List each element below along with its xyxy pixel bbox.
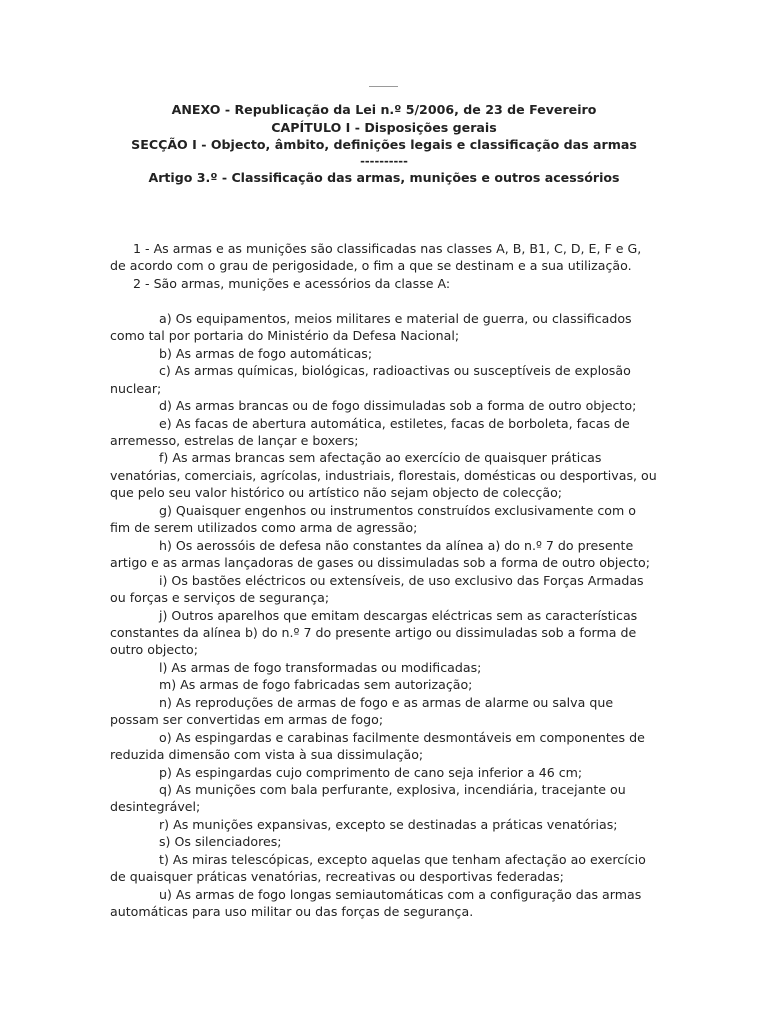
list-item-p: p) As espingardas cujo comprimento de cano seja inferior a 46 cm; (159, 764, 583, 780)
list-item-b: b) As armas de fogo automáticas; (159, 345, 373, 361)
document-body (110, 240, 658, 921)
article-title: Artigo 3.º - Classificação das armas, munições e outros acessórios (148, 169, 620, 185)
list-item-r: r) As munições expansivas, excepto se destinadas a práticas venatórias; (159, 816, 618, 832)
paragraph-1: 1 - As armas e as munições são classificadas nas classes A, B, B1, C, D, E, F e G, de acordo com o grau de perigosidade, o fim a que se destinam e a sua utilização. (110, 241, 642, 274)
list-item-h: h) Os aerossóis de defesa não constantes da alínea a) do n.º 7 do presente artigo e as armas lançadoras de gases ou dissimuladas sob a forma de outro objecto; (110, 537, 650, 571)
list-item-t: t) As miras telescópicas, excepto aquelas que tenham afectação ao exercício de quaisquer práticas venatórias, recreativas ou desportivas federadas; (110, 851, 646, 885)
header-separator: ---------- (360, 153, 408, 168)
chapter-title: CAPÍTULO I - Disposições gerais (271, 119, 497, 135)
document-header (0, 101, 768, 186)
list-item-l: l) As armas de fogo transformadas ou modificadas; (159, 659, 482, 675)
list-item-q: q) As munições com bala perfurante, explosiva, incendiária, tracejante ou desintegrável; (110, 782, 626, 815)
list-item-e: e) As facas de abertura automática, estiletes, facas de borboleta, facas de arremesso, estrelas de lançar e boxers; (110, 415, 630, 448)
paragraph-2: 2 - São armas, munições e acessórios da classe A: (133, 275, 451, 291)
list-item-j: j) Outros aparelhos que emitam descargas eléctricas sem as características constantes da alínea b) do n.º 7 do presente artigo ou dissimuladas sob a forma de outro objecto; (110, 607, 638, 658)
list-item-o: o) As espingardas e carabinas facilmente desmontáveis em componentes de reduzida dimensão com vista à sua dissimulação; (110, 729, 645, 763)
list-item-u: u) As armas de fogo longas semiautomáticas com a configuração das armas automáticas para uso militar ou das forças de segurança. (110, 886, 642, 920)
annex-title: ANEXO - Republicação da Lei n.º 5/2006, de 23 de Fevereiro (171, 102, 597, 117)
spacer (110, 292, 658, 309)
list-item-g: g) Quaisquer engenhos ou instrumentos construídos exclusivamente com o fim de serem utilizados como arma de agressão; (110, 502, 636, 536)
list-item-f: f) As armas brancas sem afectação ao exercício de quaisquer práticas venatórias, comerciais, agrícolas, industriais, florestais, domésticas ou desportivas, ou que pelo seu valor histórico ou artístico não sejam objecto de colecção; (110, 450, 657, 501)
list-item-s: s) Os silenciadores; (159, 834, 282, 850)
list-item-m: m) As armas de fogo fabricadas sem autorização; (159, 677, 473, 693)
top-divider (369, 86, 398, 87)
section-title: SECÇÃO I - Objecto, âmbito, definições legais e classificação das armas (131, 137, 637, 152)
list-item-c: c) As armas químicas, biológicas, radioactivas ou susceptíveis de explosão nuclear; (110, 363, 631, 396)
list-item-d: d) As armas brancas ou de fogo dissimuladas sob a forma de outro objecto; (159, 398, 637, 414)
list-item-i: i) Os bastões eléctricos ou extensíveis, de uso exclusivo das Forças Armadas ou forças e serviços de segurança; (110, 572, 644, 606)
list-item-n: n) As reproduções de armas de fogo e as armas de alarme ou salva que possam ser convertidas em armas de fogo; (110, 694, 614, 728)
list-item-a: a) Os equipamentos, meios militares e material de guerra, ou classificados como tal por portaria do Ministério da Defesa Nacional; (110, 310, 632, 344)
